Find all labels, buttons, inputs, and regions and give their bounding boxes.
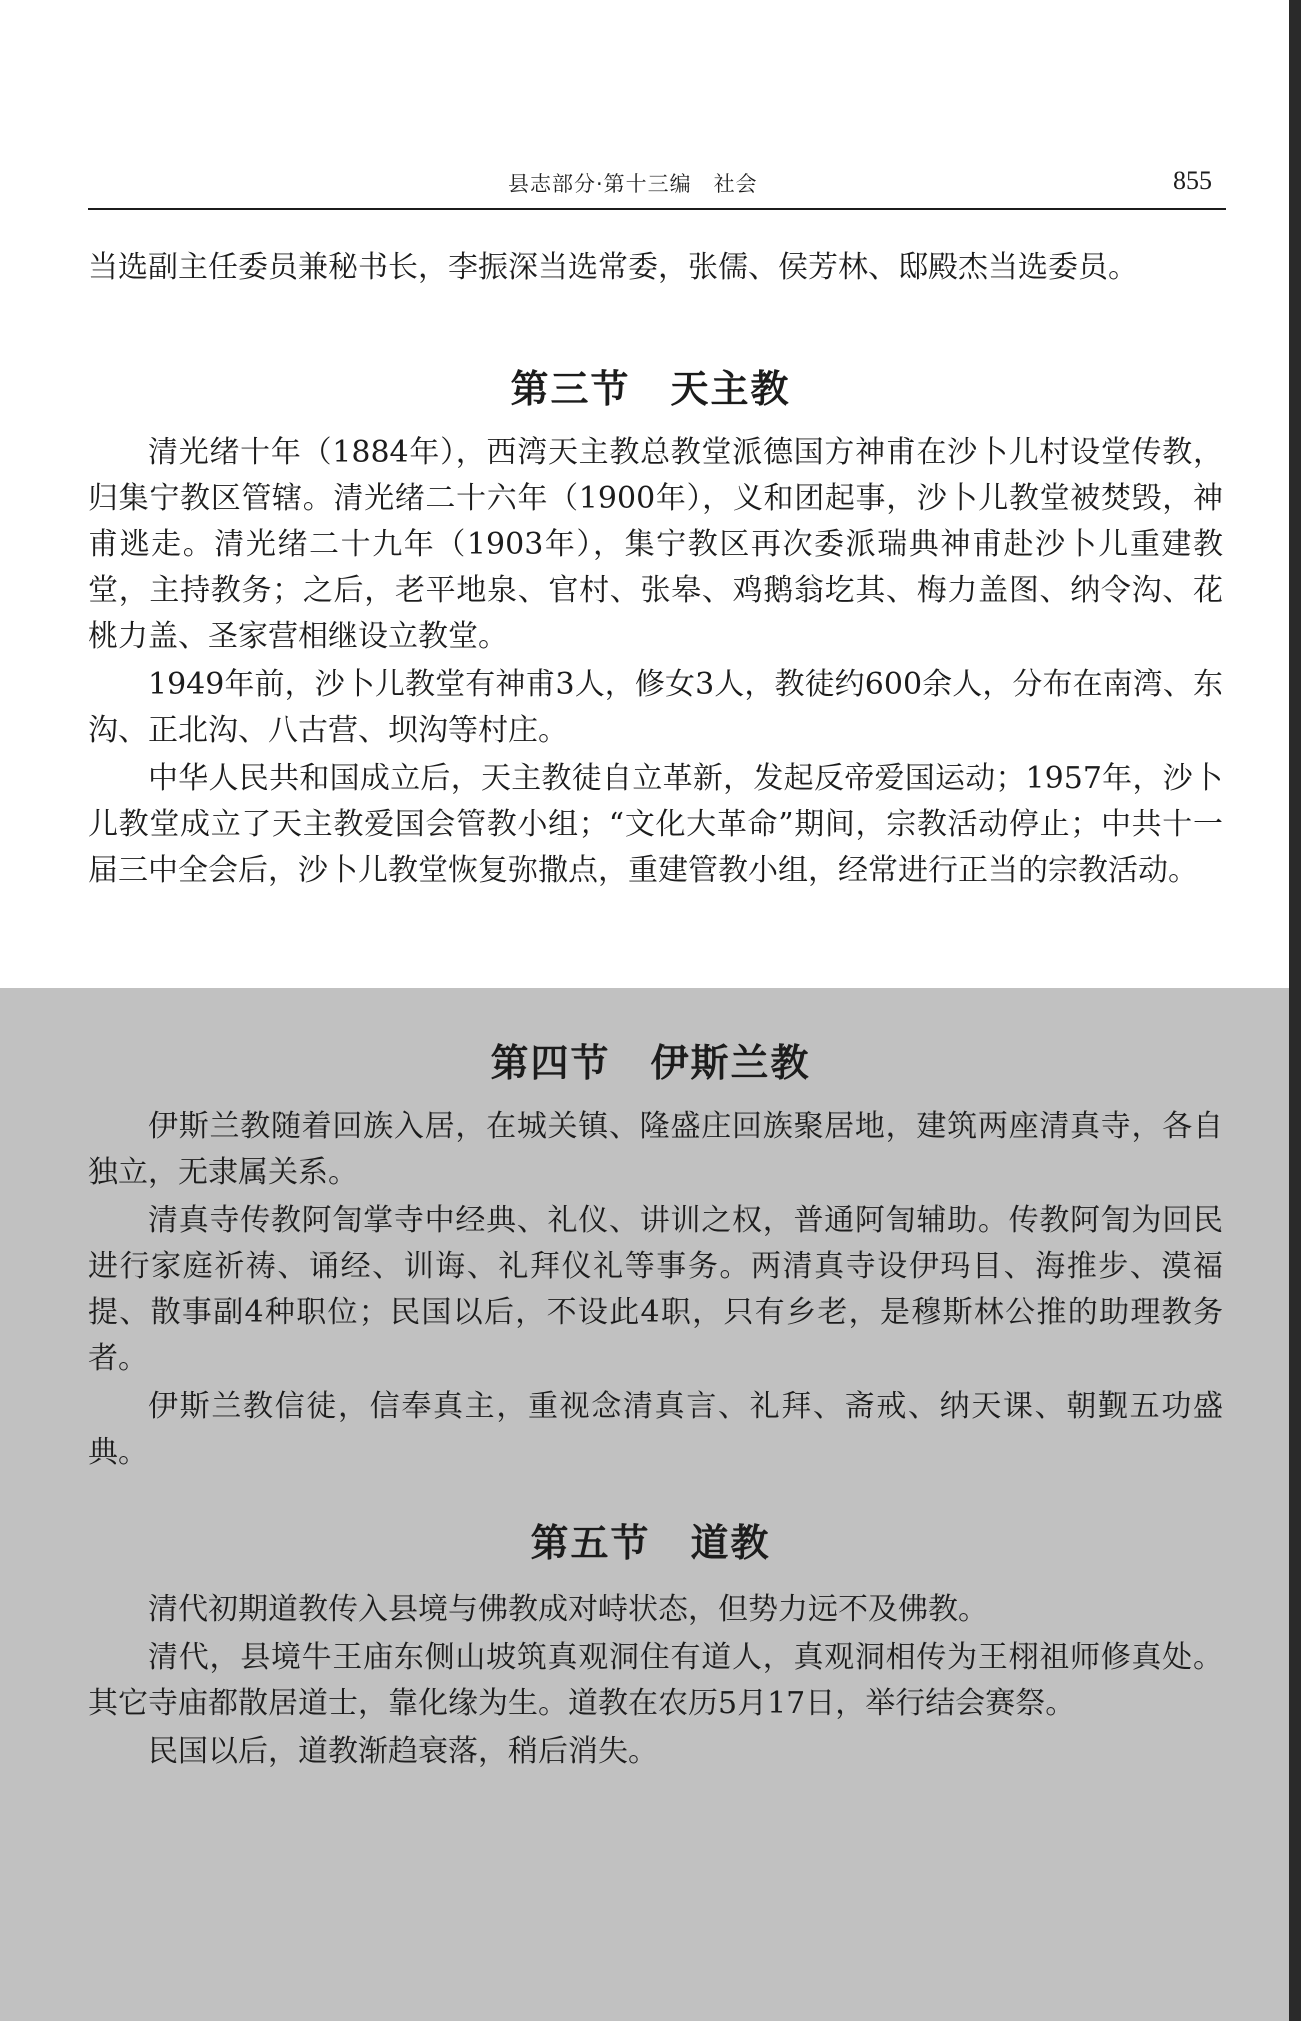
section4-paragraph: 伊斯兰教随着回族入居，在城关镇、隆盛庄回族聚居地，建筑两座清真寺，各自独立，无隶属关系。	[88, 1109, 1223, 1190]
header-title: 县志部分·第十三编 社会	[508, 172, 758, 196]
section3-paragraph: 清光绪十年（1884年），西湾天主教总教堂派德国方神甫在沙卜儿村设堂传教，归集宁教区管辖。清光绪二十六年（1900年），义和团起事，沙卜儿教堂被焚毁，神甫逃走。清光绪二十九年（1903年），集宁教区再次委派瑞典神甫赴沙卜儿重建教堂，主持教务；之后，老平地泉、官村、张皋、鸡鹅翁圪其、梅力盖图、纳令沟、花桃力盖、圣家营相继设立教堂。	[88, 435, 1223, 654]
section3-number: 第三节	[510, 367, 631, 411]
scan-edge	[1289, 0, 1301, 2021]
section5-title: 道教	[690, 1521, 771, 1565]
intro-line: 当选副主任委员兼秘书长，李振深当选常委，张儒、侯芳林、邸殿杰当选委员。	[88, 250, 1138, 285]
section4-number: 第四节	[490, 1041, 611, 1085]
page-number: 855	[1173, 166, 1212, 195]
section4-title: 伊斯兰教	[650, 1041, 811, 1085]
section5-paragraph: 清代，县境牛王庙东侧山坡筑真观洞住有道人，真观洞相传为王栩祖师修真处。其它寺庙都散居道士，靠化缘为生。道教在农历5月17日，举行结会赛祭。	[88, 1640, 1223, 1721]
section3-heading	[0, 358, 1301, 413]
section5-heading	[0, 1512, 1301, 1567]
section4-heading	[0, 1032, 1301, 1087]
running-header	[88, 166, 1226, 210]
intro-text	[88, 245, 1223, 293]
section3-body	[88, 430, 1223, 896]
section3-paragraph: 中华人民共和国成立后，天主教徒自立革新，发起反帝爱国运动；1957年，沙卜儿教堂成立了天主教爱国会管教小组；“文化大革命”期间，宗教活动停止；中共十一届三中全会后，沙卜儿教堂恢复弥撒点，重建管教小组，经常进行正当的宗教活动。	[88, 761, 1223, 888]
section4-paragraph: 伊斯兰教信徒，信奉真主，重视念清真言、礼拜、斋戒、纳天课、朝觐五功盛典。	[88, 1389, 1223, 1470]
section3-title: 天主教	[670, 367, 791, 411]
section5-body	[88, 1587, 1223, 1777]
section5-paragraph: 民国以后，道教渐趋衰落，稍后消失。	[148, 1734, 658, 1769]
header-rule	[88, 208, 1226, 210]
section4-body	[88, 1104, 1223, 1478]
section3-paragraph: 1949年前，沙卜儿教堂有神甫3人，修女3人，教徒约600余人，分布在南湾、东沟、正北沟、八古营、坝沟等村庄。	[88, 667, 1223, 748]
section5-number: 第五节	[530, 1521, 651, 1565]
section5-paragraph: 清代初期道教传入县境与佛教成对峙状态，但势力远不及佛教。	[148, 1592, 988, 1627]
section4-paragraph: 清真寺传教阿訇掌寺中经典、礼仪、讲训之权，普通阿訇辅助。传教阿訇为回民进行家庭祈祷、诵经、训诲、礼拜仪礼等事务。两清真寺设伊玛目、海推步、漠福提、散事副4种职位；民国以后，不设此4职，只有乡老，是穆斯林公推的助理教务者。	[88, 1203, 1223, 1376]
